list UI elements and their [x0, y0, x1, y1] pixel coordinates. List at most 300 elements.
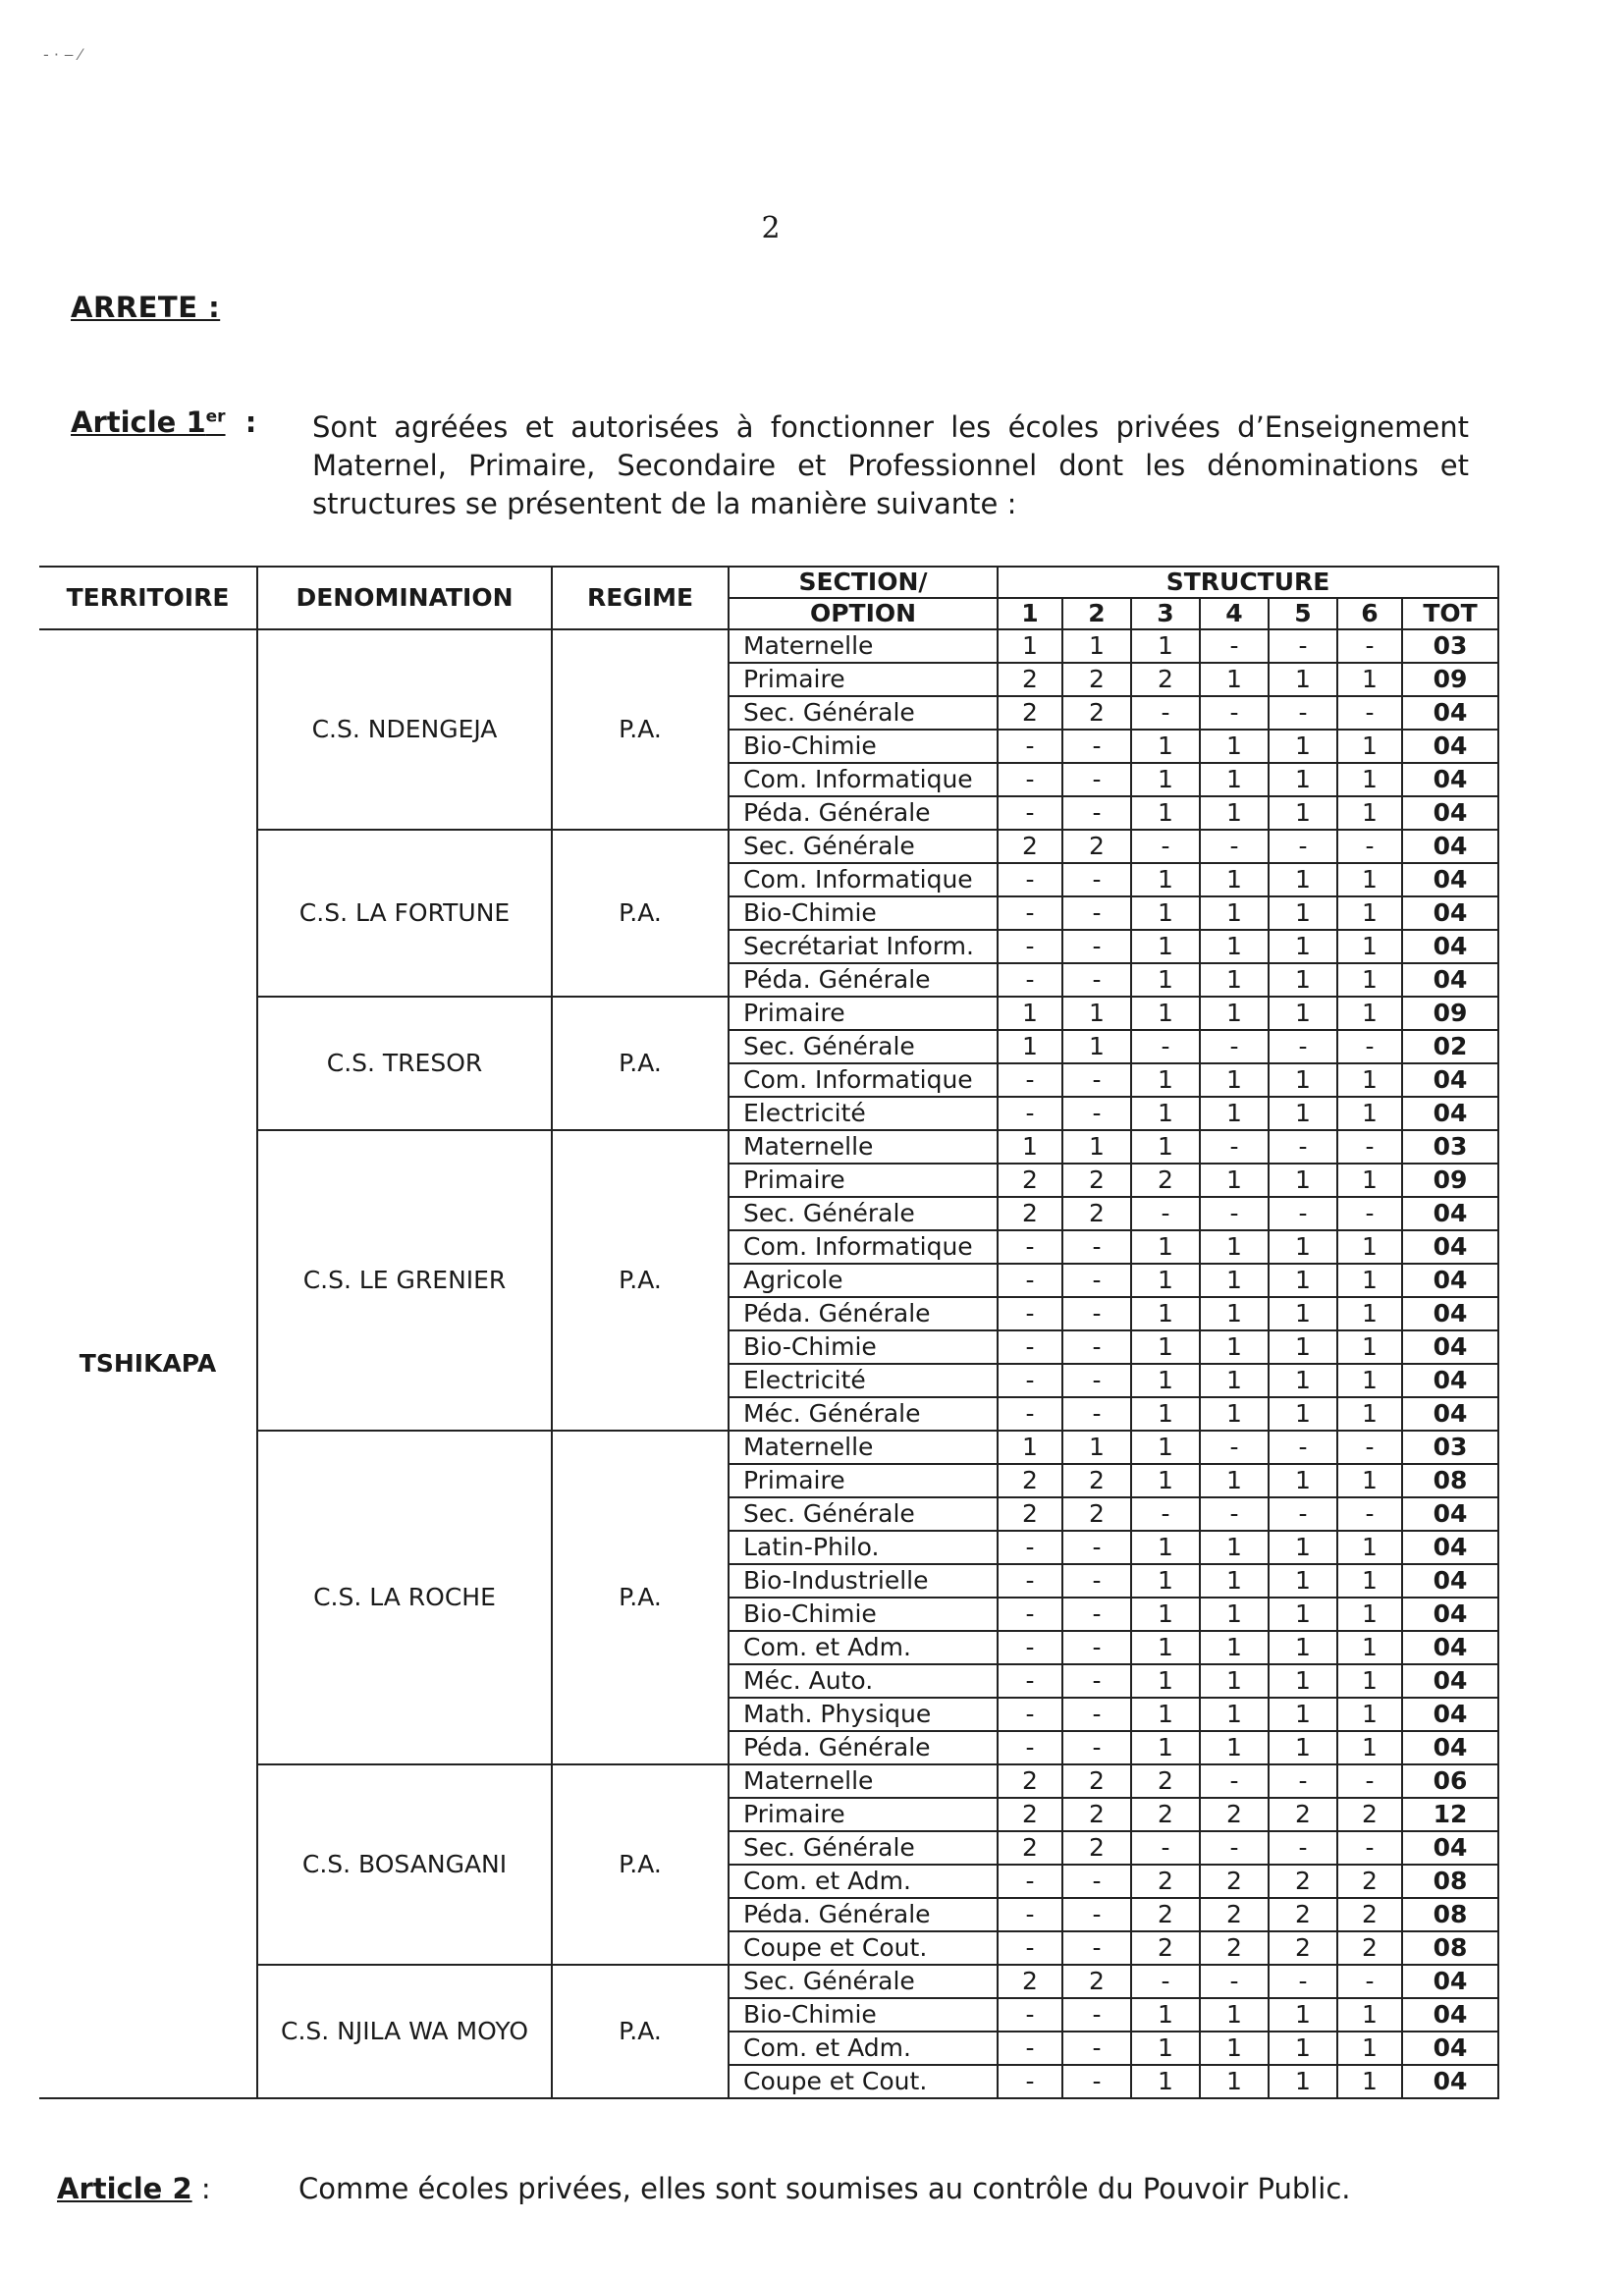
- structure-cell: 2: [1200, 1798, 1269, 1831]
- table-body: [39, 629, 1498, 2098]
- header-col-1: 1: [998, 598, 1062, 629]
- structure-cell: 2: [1062, 830, 1131, 863]
- structure-cell: 1: [1200, 1330, 1269, 1364]
- structure-cell: -: [1131, 1831, 1200, 1865]
- structure-cell: 1: [1269, 930, 1337, 963]
- structure-cell: 2: [1200, 1898, 1269, 1931]
- structure-cell: 1: [1269, 1698, 1337, 1731]
- option-cell: Péda. Générale: [729, 1297, 998, 1330]
- structure-cell: -: [998, 1631, 1062, 1664]
- structure-cell: 1: [1131, 1631, 1200, 1664]
- structure-cell: 1: [1337, 1230, 1402, 1264]
- table-row: [39, 1130, 1498, 1164]
- structure-cell: -: [998, 963, 1062, 997]
- total-cell: 04: [1402, 1264, 1498, 1297]
- structure-cell: 1: [1337, 1731, 1402, 1764]
- structure-cell: 2: [1062, 1164, 1131, 1197]
- total-cell: 08: [1402, 1464, 1498, 1497]
- structure-cell: 1: [1269, 2065, 1337, 2098]
- total-cell: 04: [1402, 1497, 1498, 1531]
- structure-cell: -: [1062, 1598, 1131, 1631]
- structure-cell: 2: [1269, 1865, 1337, 1898]
- regime-cell: P.A.: [552, 997, 729, 1130]
- regime-cell: P.A.: [552, 1431, 729, 1764]
- total-cell: 04: [1402, 1564, 1498, 1598]
- option-cell: Maternelle: [729, 629, 998, 663]
- structure-cell: 2: [998, 1497, 1062, 1531]
- structure-cell: -: [998, 2065, 1062, 2098]
- structure-cell: 1: [1200, 963, 1269, 997]
- header-col-3: 3: [1131, 598, 1200, 629]
- structure-cell: -: [1269, 1030, 1337, 1063]
- option-cell: Com. Informatique: [729, 863, 998, 896]
- option-cell: Primaire: [729, 997, 998, 1030]
- structure-cell: 2: [1131, 1931, 1200, 1965]
- structure-cell: -: [998, 863, 1062, 896]
- structure-cell: 1: [1131, 1297, 1200, 1330]
- structure-cell: -: [1062, 1264, 1131, 1297]
- structure-cell: 1: [1337, 963, 1402, 997]
- structure-cell: -: [1200, 629, 1269, 663]
- structure-cell: -: [1062, 1063, 1131, 1097]
- structure-cell: -: [998, 1230, 1062, 1264]
- structure-cell: 1: [1200, 1531, 1269, 1564]
- structure-cell: 1: [1269, 2032, 1337, 2065]
- option-cell: Maternelle: [729, 1764, 998, 1798]
- option-cell: Sec. Générale: [729, 1030, 998, 1063]
- total-cell: 08: [1402, 1865, 1498, 1898]
- header-col-tot: TOT: [1402, 598, 1498, 629]
- structure-cell: 1: [1131, 1264, 1200, 1297]
- structure-cell: 1: [1200, 1598, 1269, 1631]
- structure-cell: 2: [1131, 1898, 1200, 1931]
- structure-cell: 1: [1269, 1397, 1337, 1431]
- school-name-cell: C.S. TRESOR: [257, 997, 552, 1130]
- structure-cell: -: [1062, 1898, 1131, 1931]
- structure-cell: -: [1269, 696, 1337, 730]
- structure-cell: 1: [1269, 997, 1337, 1030]
- structure-cell: 1: [998, 1130, 1062, 1164]
- structure-cell: -: [1337, 1197, 1402, 1230]
- structure-cell: -: [1269, 1130, 1337, 1164]
- header-territoire: TERRITOIRE: [39, 567, 257, 629]
- structure-cell: 1: [1337, 1698, 1402, 1731]
- structure-cell: 1: [1269, 663, 1337, 696]
- structure-cell: 2: [1337, 1865, 1402, 1898]
- structure-cell: 1: [998, 997, 1062, 1030]
- option-cell: Bio-Chimie: [729, 1598, 998, 1631]
- structure-cell: 1: [1269, 1097, 1337, 1130]
- option-cell: Com. et Adm.: [729, 2032, 998, 2065]
- structure-cell: 1: [1131, 2065, 1200, 2098]
- structure-cell: 2: [998, 830, 1062, 863]
- structure-cell: 1: [1337, 1998, 1402, 2032]
- structure-cell: -: [1131, 1497, 1200, 1531]
- structure-cell: 1: [1337, 1097, 1402, 1130]
- structure-cell: -: [998, 1598, 1062, 1631]
- structure-cell: 1: [1200, 1364, 1269, 1397]
- structure-cell: -: [1269, 629, 1337, 663]
- school-structure-table: [39, 566, 1499, 2099]
- structure-cell: -: [1337, 1030, 1402, 1063]
- header-col-6: 6: [1337, 598, 1402, 629]
- structure-cell: -: [998, 930, 1062, 963]
- header-structure: STRUCTURE: [998, 567, 1498, 598]
- structure-cell: -: [1062, 730, 1131, 763]
- option-cell: Bio-Chimie: [729, 1330, 998, 1364]
- structure-cell: 1: [1062, 629, 1131, 663]
- structure-cell: 1: [1269, 1164, 1337, 1197]
- school-name-cell: C.S. NDENGEJA: [257, 629, 552, 830]
- total-cell: 04: [1402, 896, 1498, 930]
- structure-cell: -: [1131, 830, 1200, 863]
- total-cell: 04: [1402, 2032, 1498, 2065]
- structure-cell: -: [1200, 696, 1269, 730]
- structure-cell: 1: [1131, 1397, 1200, 1431]
- structure-cell: -: [998, 2032, 1062, 2065]
- structure-cell: -: [1200, 1130, 1269, 1164]
- structure-cell: -: [998, 796, 1062, 830]
- structure-cell: -: [1062, 1931, 1131, 1965]
- structure-cell: 1: [1131, 863, 1200, 896]
- structure-cell: 1: [1200, 1397, 1269, 1431]
- structure-cell: 1: [1200, 1998, 1269, 2032]
- structure-cell: -: [1269, 1965, 1337, 1998]
- structure-cell: 1: [1337, 896, 1402, 930]
- option-cell: Coupe et Cout.: [729, 2065, 998, 2098]
- total-cell: 04: [1402, 1731, 1498, 1764]
- article-2-text: Comme écoles privées, elles sont soumises au contrôle du Pouvoir Public.: [298, 2172, 1351, 2205]
- structure-cell: 1: [1062, 1431, 1131, 1464]
- article-1-label-sup: er: [205, 406, 226, 427]
- structure-cell: 1: [1269, 1564, 1337, 1598]
- table-row: [39, 830, 1498, 863]
- total-cell: 04: [1402, 1664, 1498, 1698]
- structure-cell: 1: [1200, 1698, 1269, 1731]
- structure-cell: 1: [1337, 1164, 1402, 1197]
- structure-cell: 1: [1337, 1531, 1402, 1564]
- structure-cell: 2: [998, 1831, 1062, 1865]
- structure-cell: 1: [1200, 1297, 1269, 1330]
- structure-cell: 2: [1062, 1497, 1131, 1531]
- structure-cell: -: [1062, 1230, 1131, 1264]
- school-name-cell: C.S. LE GRENIER: [257, 1130, 552, 1431]
- structure-cell: -: [1200, 1431, 1269, 1464]
- school-name-cell: C.S. NJILA WA MOYO: [257, 1965, 552, 2098]
- structure-cell: 2: [1269, 1898, 1337, 1931]
- structure-cell: -: [1062, 2065, 1131, 2098]
- structure-cell: -: [1062, 1698, 1131, 1731]
- structure-cell: 1: [1131, 896, 1200, 930]
- structure-cell: 1: [1269, 1264, 1337, 1297]
- option-cell: Méc. Auto.: [729, 1664, 998, 1698]
- structure-cell: 1: [1337, 1264, 1402, 1297]
- total-cell: 09: [1402, 997, 1498, 1030]
- structure-cell: 1: [1200, 930, 1269, 963]
- table-row: [39, 1764, 1498, 1798]
- structure-cell: 1: [1269, 1598, 1337, 1631]
- structure-cell: 1: [1200, 2032, 1269, 2065]
- structure-cell: 1: [1337, 730, 1402, 763]
- structure-cell: -: [1062, 896, 1131, 930]
- option-cell: Primaire: [729, 1798, 998, 1831]
- structure-cell: 2: [1062, 1965, 1131, 1998]
- structure-cell: -: [1337, 1497, 1402, 1531]
- option-cell: Sec. Générale: [729, 1965, 998, 1998]
- structure-cell: 1: [1200, 1097, 1269, 1130]
- structure-cell: -: [1269, 1497, 1337, 1531]
- total-cell: 04: [1402, 1698, 1498, 1731]
- structure-cell: -: [998, 1898, 1062, 1931]
- structure-cell: 1: [1131, 1063, 1200, 1097]
- option-cell: Maternelle: [729, 1130, 998, 1164]
- structure-cell: 1: [1269, 1631, 1337, 1664]
- structure-cell: -: [1062, 1998, 1131, 2032]
- structure-cell: 1: [1337, 1330, 1402, 1364]
- structure-cell: 2: [1131, 1164, 1200, 1197]
- structure-cell: 1: [1337, 1364, 1402, 1397]
- structure-cell: 1: [1269, 763, 1337, 796]
- structure-cell: 1: [1131, 730, 1200, 763]
- total-cell: 04: [1402, 1598, 1498, 1631]
- structure-cell: -: [1200, 1965, 1269, 1998]
- structure-cell: -: [1269, 1764, 1337, 1798]
- header-regime: REGIME: [552, 567, 729, 629]
- structure-cell: -: [1269, 1197, 1337, 1230]
- header-col-2: 2: [1062, 598, 1131, 629]
- structure-cell: 2: [1062, 1197, 1131, 1230]
- structure-cell: -: [998, 1931, 1062, 1965]
- structure-cell: 1: [1131, 1564, 1200, 1598]
- option-cell: Latin-Philo.: [729, 1531, 998, 1564]
- option-cell: Primaire: [729, 1464, 998, 1497]
- regime-cell: P.A.: [552, 1764, 729, 1965]
- structure-cell: -: [998, 1297, 1062, 1330]
- structure-cell: 1: [1131, 930, 1200, 963]
- structure-cell: 2: [1131, 1798, 1200, 1831]
- structure-cell: -: [1131, 1197, 1200, 1230]
- total-cell: 04: [1402, 930, 1498, 963]
- structure-cell: 2: [1131, 663, 1200, 696]
- structure-cell: 2: [998, 1197, 1062, 1230]
- structure-cell: 2: [998, 1764, 1062, 1798]
- structure-cell: -: [998, 763, 1062, 796]
- structure-cell: 2: [1200, 1931, 1269, 1965]
- total-cell: 03: [1402, 629, 1498, 663]
- total-cell: 04: [1402, 1998, 1498, 2032]
- structure-cell: 1: [1200, 730, 1269, 763]
- structure-cell: -: [1062, 1364, 1131, 1397]
- structure-cell: -: [998, 1998, 1062, 2032]
- total-cell: 04: [1402, 963, 1498, 997]
- structure-cell: 1: [1337, 930, 1402, 963]
- regime-cell: P.A.: [552, 830, 729, 997]
- structure-cell: 1: [1269, 896, 1337, 930]
- structure-cell: -: [1337, 1764, 1402, 1798]
- structure-cell: 1: [1131, 997, 1200, 1030]
- structure-cell: -: [1131, 696, 1200, 730]
- structure-cell: 1: [1200, 796, 1269, 830]
- structure-cell: 2: [1337, 1898, 1402, 1931]
- total-cell: 04: [1402, 763, 1498, 796]
- structure-cell: 1: [1269, 1464, 1337, 1497]
- structure-cell: 1: [1269, 963, 1337, 997]
- structure-cell: -: [1131, 1030, 1200, 1063]
- option-cell: Com. Informatique: [729, 763, 998, 796]
- option-cell: Péda. Générale: [729, 1731, 998, 1764]
- structure-cell: 1: [1131, 1731, 1200, 1764]
- structure-cell: -: [1062, 1397, 1131, 1431]
- structure-cell: 1: [1131, 1664, 1200, 1698]
- article-2: [57, 2172, 1351, 2205]
- structure-cell: 1: [1269, 863, 1337, 896]
- structure-cell: 1: [1200, 1731, 1269, 1764]
- structure-cell: -: [1269, 1431, 1337, 1464]
- regime-cell: P.A.: [552, 1130, 729, 1431]
- structure-cell: 2: [1062, 696, 1131, 730]
- scan-artifact: ‐ · ‒ ⁄: [43, 45, 81, 64]
- option-cell: Péda. Générale: [729, 796, 998, 830]
- structure-cell: -: [998, 1397, 1062, 1431]
- structure-cell: -: [998, 1097, 1062, 1130]
- total-cell: 08: [1402, 1898, 1498, 1931]
- structure-cell: 2: [998, 1798, 1062, 1831]
- option-cell: Bio-Chimie: [729, 730, 998, 763]
- total-cell: 04: [1402, 1831, 1498, 1865]
- structure-cell: 1: [1337, 1598, 1402, 1631]
- structure-cell: 2: [1337, 1931, 1402, 1965]
- total-cell: 04: [1402, 863, 1498, 896]
- structure-cell: 2: [1131, 1865, 1200, 1898]
- structure-cell: -: [998, 1865, 1062, 1898]
- structure-cell: -: [998, 1698, 1062, 1731]
- total-cell: 04: [1402, 1230, 1498, 1264]
- structure-cell: 1: [1337, 1063, 1402, 1097]
- structure-cell: 1: [1131, 963, 1200, 997]
- structure-cell: -: [998, 1531, 1062, 1564]
- option-cell: Sec. Générale: [729, 1497, 998, 1531]
- structure-cell: 1: [1200, 2065, 1269, 2098]
- total-cell: 09: [1402, 1164, 1498, 1197]
- option-cell: Péda. Générale: [729, 1898, 998, 1931]
- article-1-colon: :: [244, 406, 257, 439]
- structure-cell: 1: [1337, 1664, 1402, 1698]
- header-col-5: 5: [1269, 598, 1337, 629]
- total-cell: 09: [1402, 663, 1498, 696]
- structure-cell: 1: [1131, 1330, 1200, 1364]
- structure-cell: 1: [1200, 1564, 1269, 1598]
- total-cell: 04: [1402, 796, 1498, 830]
- structure-cell: 1: [1131, 763, 1200, 796]
- option-cell: Secrétariat Inform.: [729, 930, 998, 963]
- structure-cell: 1: [1200, 1230, 1269, 1264]
- structure-cell: 1: [1200, 1063, 1269, 1097]
- total-cell: 04: [1402, 1965, 1498, 1998]
- structure-cell: 1: [1337, 1564, 1402, 1598]
- school-name-cell: C.S. LA FORTUNE: [257, 830, 552, 997]
- structure-cell: 1: [1337, 663, 1402, 696]
- structure-cell: 1: [1337, 997, 1402, 1030]
- option-cell: Sec. Générale: [729, 830, 998, 863]
- structure-cell: -: [1200, 1030, 1269, 1063]
- option-cell: Sec. Générale: [729, 696, 998, 730]
- structure-cell: -: [1200, 1197, 1269, 1230]
- structure-cell: -: [1062, 1297, 1131, 1330]
- structure-cell: 2: [1269, 1931, 1337, 1965]
- structure-cell: 1: [1200, 863, 1269, 896]
- header-denomination: DENOMINATION: [257, 567, 552, 629]
- structure-cell: -: [1269, 830, 1337, 863]
- total-cell: 04: [1402, 1531, 1498, 1564]
- structure-cell: -: [998, 896, 1062, 930]
- school-name-cell: C.S. BOSANGANI: [257, 1764, 552, 1965]
- structure-cell: 1: [1200, 997, 1269, 1030]
- structure-cell: 1: [1131, 1698, 1200, 1731]
- structure-cell: 1: [1131, 1364, 1200, 1397]
- structure-cell: 1: [1269, 1664, 1337, 1698]
- structure-cell: 2: [1337, 1798, 1402, 1831]
- structure-cell: 1: [1131, 1230, 1200, 1264]
- table-row: [39, 1965, 1498, 1998]
- structure-cell: 1: [1131, 1097, 1200, 1130]
- total-cell: 02: [1402, 1030, 1498, 1063]
- structure-cell: -: [1062, 1631, 1131, 1664]
- total-cell: 04: [1402, 830, 1498, 863]
- structure-cell: 1: [1269, 1531, 1337, 1564]
- structure-cell: 1: [1200, 1264, 1269, 1297]
- structure-cell: 1: [1337, 763, 1402, 796]
- structure-cell: 1: [1269, 1230, 1337, 1264]
- structure-cell: -: [1062, 1097, 1131, 1130]
- structure-cell: 2: [998, 1965, 1062, 1998]
- structure-cell: 1: [1131, 1998, 1200, 2032]
- structure-cell: 1: [1337, 1397, 1402, 1431]
- structure-cell: 1: [1131, 1130, 1200, 1164]
- option-cell: Com. Informatique: [729, 1230, 998, 1264]
- structure-cell: 1: [1337, 1297, 1402, 1330]
- option-cell: Com. et Adm.: [729, 1865, 998, 1898]
- structure-cell: 1: [1269, 1063, 1337, 1097]
- structure-cell: 1: [1269, 1330, 1337, 1364]
- structure-cell: -: [1062, 2032, 1131, 2065]
- option-cell: Péda. Générale: [729, 963, 998, 997]
- structure-cell: 1: [1200, 1164, 1269, 1197]
- structure-cell: 1: [1337, 1464, 1402, 1497]
- total-cell: 04: [1402, 1397, 1498, 1431]
- structure-cell: -: [1200, 1831, 1269, 1865]
- structure-cell: 1: [1337, 2065, 1402, 2098]
- structure-cell: -: [998, 1364, 1062, 1397]
- structure-cell: 1: [998, 629, 1062, 663]
- structure-cell: 2: [1062, 1464, 1131, 1497]
- table-row: [39, 997, 1498, 1030]
- structure-cell: 2: [1062, 1798, 1131, 1831]
- structure-cell: 2: [1062, 1764, 1131, 1798]
- structure-cell: -: [998, 730, 1062, 763]
- structure-cell: 2: [998, 696, 1062, 730]
- structure-cell: 1: [998, 1030, 1062, 1063]
- structure-cell: 1: [1200, 763, 1269, 796]
- structure-cell: -: [1062, 1664, 1131, 1698]
- structure-cell: 1: [1200, 1464, 1269, 1497]
- option-cell: Electricité: [729, 1364, 998, 1397]
- structure-cell: 1: [1269, 1731, 1337, 1764]
- structure-cell: 1: [1131, 2032, 1200, 2065]
- structure-cell: -: [1337, 1965, 1402, 1998]
- structure-cell: -: [1062, 763, 1131, 796]
- option-cell: Méc. Générale: [729, 1397, 998, 1431]
- option-cell: Bio-Chimie: [729, 896, 998, 930]
